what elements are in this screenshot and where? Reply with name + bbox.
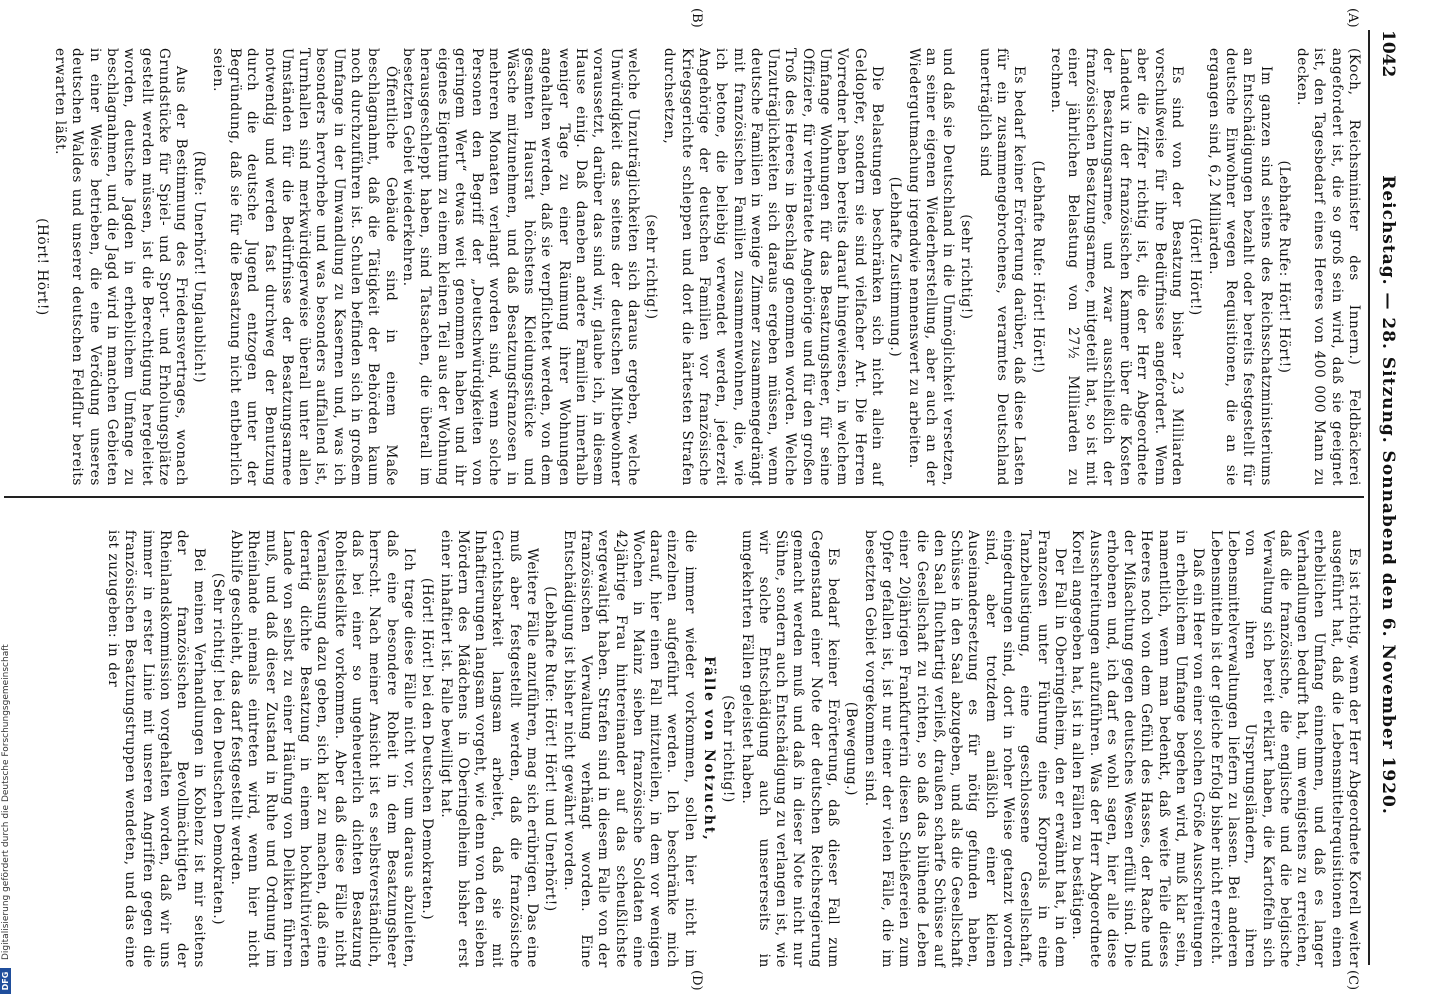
digitization-credit: Digitalisierung gefördert durch die Deutsche Forschungsgemeinschaft: [1, 644, 11, 960]
reaction: (Sehr richtig! bei den Deutschen Demokraten.): [209, 572, 226, 926]
margin-marker-a: (A): [1345, 8, 1360, 28]
left-column: [22, 48, 1362, 486]
column-divider: [4, 496, 1364, 498]
paragraph: die immer wieder vorkommen, sollen hier nicht im einzelnen aufgeführt werden. Ich beschränke mich darauf, hier einen Fall mitzuteilen, in dem vor wenigen Wochen in Mainz sieben französische Soldaten eine 42jährige Frau hintereinander auf das scheußlichste vergewaltigt haben. Strafen sind in diesem Falle von der französischen Verwaltung verhängt worden. Eine Entschädigung ist bisher nicht gewährt worden.: [560, 530, 698, 968]
paragraph: Es ist richtig, wenn der Herr Abgeordnete Korell weiter ausgeführt hat, daß die Lebensmittelrequisitionen einen erheblichen Umfang einnehmen, und daß es langer Verhandlungen bedurft hat, um wenigstens zu erreichen, daß die französische, die englische und die belgische Verwaltung sich bereit erklärt haben, die Kartoffeln sich von ihren Ursprungsländern, ihren Lebensmittelverwaltungen liefern zu lassen. Bei anderen Lebensmitteln ist der gleiche Erfolg bisher nicht erreicht.: [1207, 530, 1362, 968]
footer-rotated: [0, 0, 14, 1000]
margin-marker-c: (C): [1345, 970, 1360, 991]
paragraph: und daß sie Deutschland in die Unmöglichkeit versetzen, an seiner eigenen Wiederherstellung, aber auch an der Wiedergutmachung irgendwie nennenswert zu arbeiten.: [905, 48, 957, 486]
reaction: (Rufe: Unerhört! Unglaublich!): [191, 150, 208, 384]
reaction: (Lebhafte Rufe: Hört! Hört! und Unerhört!): [542, 586, 559, 912]
reaction: (Lebhafte Rufe: Hört! Hört!): [1029, 160, 1046, 374]
margin-marker-d: (D): [689, 970, 704, 991]
paragraph: Ich trage diese Fälle nicht vor, um daraus abzuleiten, daß eine besondere Roheit in dem Besatzungsheer herrscht. Nach meiner Ansicht ist es selbstverständlich, daß bei einer so ungeheuerlich dichten Besatzung Roheitsdelikte vorkommen. Aber daß diese Fälle nicht Veranlassung dazu geben, sich klar zu machen, daß eine derartig dichte Besatzung in einem hochkultivierten Lande von selbst zu einer Häufung von Delikten führen muß, und daß dieser Zustand in Ruhe und Ordnung im Rheinlande niemals eintreten wird, wenn hier nicht Abhilfe geschieht, das darf festgestellt werden.: [228, 530, 417, 968]
dfg-logo: DFG: [0, 968, 11, 994]
reaction: (Bewegung.): [843, 701, 860, 797]
paragraph: Aus der Bestimmung des Friedensvertrages, wonach Grundstücke für Spiel- und Sport- und Erholungsplätze gestellt werden müssen, ist die Berechtigung hergeleitet worden, deutsche Jagden in erheblichem Umfange zu beschlagnahmen, und die Jagd wird in manchen Gebieten in einer Weise betrieben, die eine Verödung unseres deutschen Waldes und unserer deutschen Feldflur bereits erwarten läßt.: [52, 48, 190, 486]
paragraph: Daß ein Heer von einer solchen Größe Ausschreitungen in erheblichem Umfange begehen wird, muß klar sein, namentlich, wenn man bedenkt, daß weite Teile dieses Heeres noch von dem Gefühl des Hasses, der Rache und der Mißachtung gegen deutsches Wesen erfüllt sind. Die erhobenen und, ich darf es wohl sagen, hier alle diese Ausschreitungen aufzuführen. Was der Herr Abgeordnete Korell angegeben hat, ist in allen Fällen zu bestätigen.: [1069, 530, 1207, 968]
paragraph: Es bedarf keiner Erörterung darüber, daß diese Lasten für ein zusammengebrochenes, verarmtes Deutschland unerträglich sind: [976, 48, 1028, 486]
paragraph: Öffentliche Gebäude sind in einem Maße beschlagnahmt, daß die Tätigkeit der Behörden kaum noch durchzuführen ist. Schulen befinden sich in großem Umfange in der Umwandlung zu Kasernen und, was ich besonders hervorhebe und was besonders auffallend ist, Turnhallen sind merkwürdigerweise überall unter allen Umständen für die Bedürfnisse der Besatzungsarmee notwendig und werden fast durchweg der Benutzung durch die deutsche Jugend entzogen unter der Begründung, daß sie für die Besatzung nicht entbehrlich seien.: [209, 48, 399, 486]
paragraph: Es sind von der Besatzung bisher 2,3 Milliarden vorschußweise für ihre Bedürfnisse angefordert. Wenn aber die Ziffer richtig ist, die der Herr Abgeordnete Landeux in der französischen Kammer über die Kosten der Besatzungsarmee, und zwar ausschließlich der französischen Besatzungsarmee, mitgeteilt hat, so ist mit einer jährlichen Belastung von 27½ Milliarden zu rechnen.: [1047, 48, 1186, 486]
paragraph: (Koch, Reichsminister des Innern.) Feldbäckerei angefordert ist, die so groß sein wird, daß sie geeignet ist, den Tagesbedarf eines Heeres von 400 000 Mann zu decken.: [1294, 48, 1362, 486]
running-header: [1372, 30, 1400, 960]
paragraph: Der Fall in Oberingelheim, den er erwähnt hat, in dem Franzosen unter Führung eines Korporals in eine Tanzbelustigung, eine geschlossene Gesellschaft, eingedrungen sind, dort in roher Weise getanzt worden sind, aber trotzdem anläßlich einer kleinen Auseinandersetzung es für nötig gefunden haben, Schüsse in den Saal abzugeben, und als die Gesellschaft den Saal fluchtartig verließ, draußen scharfe Schüsse auf die Gesellschaft zu richten, so daß das blühende Leben einer 20jährigen Frankfurterin diesen Schießereien zum Opfer gefallen ist, ist nur einer der vielen Fälle, die im besetzten Gebiet vorgekommen sind.: [861, 530, 1068, 968]
running-title: Reichstag. — 28. Sitzung. Sonnabend den 6. November 1920.: [1378, 175, 1398, 815]
reaction: (Hört! Hört!): [1187, 218, 1204, 316]
section-heading: Fälle von Notzucht,: [701, 656, 718, 842]
reaction: (sehr richtig!): [958, 214, 975, 320]
paragraph: Bei meinen Verhandlungen in Koblenz ist mir seitens der französischen Bevollmächtigten der Rheinlandskommission vorgehalten worden, daß wir uns immer in erster Linie mit unseren Angriffen gegen die französischen Besatzungstruppen wendeten, und das eine ist zuzugeben: in der: [104, 530, 208, 968]
footer-strip: [0, 0, 14, 1000]
paragraph: Es bedarf keiner Erörterung, daß dieser Fall zum Gegenstand einer Note der deutschen Reichsregierung gemacht werden muß und daß in dieser Note nicht nur Sühne, sondern auch Entschädigung zu verlangen ist, wie wir solche Entschädigung auch unsererseits in umgekehrten Fällen geleistet haben.: [738, 530, 842, 968]
reaction: (Lebhafte Zustimmung.): [887, 176, 904, 358]
paragraph: Weitere Fälle anzuführen, mag sich erübrigen. Das eine muß aber festgestellt werden, daß die französische Gerichtsbarkeit langsam arbeitet, daß sie mit Inhaftierungen langsam vorgeht, wie denn von den sieben Mördern des Mädchens in Oberingelheim bisher erst einer inhaftiert ist. Falle bewilligt hat.: [437, 530, 541, 968]
reaction: (sehr richtig!): [643, 214, 660, 320]
reaction: (Hört! Hört!): [33, 218, 50, 316]
reaction: (Lebhafte Rufe: Hört! Hört!): [1275, 160, 1292, 374]
header-rule: [1368, 30, 1370, 965]
margin-marker-b: (B): [689, 8, 704, 28]
paragraph: Im ganzen sind seitens des Reichsschatzministeriums an Entschädigungen bezahlt oder bereits festgestellt für deutsche Einwohner wegen Requisitionen, die an sie ergangen sind, 6,2 Milliarden.: [1205, 48, 1274, 486]
paragraph: Die Belastungen beschränken sich nicht allein auf Geldopfer, sondern sie sind vielfacher Art. Die Herren Vorredner haben bereits darauf hingewiesen, in welchem Umfange Wohnungen für das Besatzungsheer, für seine Offiziere, für verheiratete Angehörige und für den großen Troß des Heeres in Beschlag genommen worden. Welche Unzuträglichkeiten sich daraus ergeben müssen, wenn deutsche Familien in wenige Zimmer zusammengedrängt mit französischen Familien zusammenwohnen, die, wie ich betone, die beliebig verwendet werden, jederzeit Angehörige der deutschen Familien vor französische Kriegsgerichte schleppen und dort die härtesten Strafen durchsetzen,: [661, 48, 885, 486]
right-column: [22, 530, 1362, 968]
reaction: (Hört! Hört! bei den Deutschen Demokraten.): [419, 577, 436, 921]
page-number: 1042: [1378, 30, 1398, 78]
paragraph: welche Unzuträglichkeiten sich daraus ergeben, welche Unwürdigkeit das seitens der deutschen Mitbewohner voraussetzt, darüber das sind wir, glaube ich, in diesem Hause einig. Daß daneben andere Familien innerhalb weniger Tage zu einer Räumung ihrer Wohnungen angehalten werden, daß sie verpflichtet werden, von dem gesamten Hausrat höchstens Kleidungsstücke und Wäsche mitzunehmen, und daß Besatzungsfranzosen in mehreren Monaten verlangt worden sind, wenn solche Personen den Begriff der „Deutschwürdigkeiten von geringem Wert“ etwas weit genommen haben und ihr eigenes Eigentum zu einem kleinen Teil aus der Wohnung herausgeschleppt haben, sind Tatsachen, die überall im besetzten Gebiet wiederkehren.: [399, 48, 641, 486]
reaction: (Sehr richtig!): [720, 695, 737, 803]
